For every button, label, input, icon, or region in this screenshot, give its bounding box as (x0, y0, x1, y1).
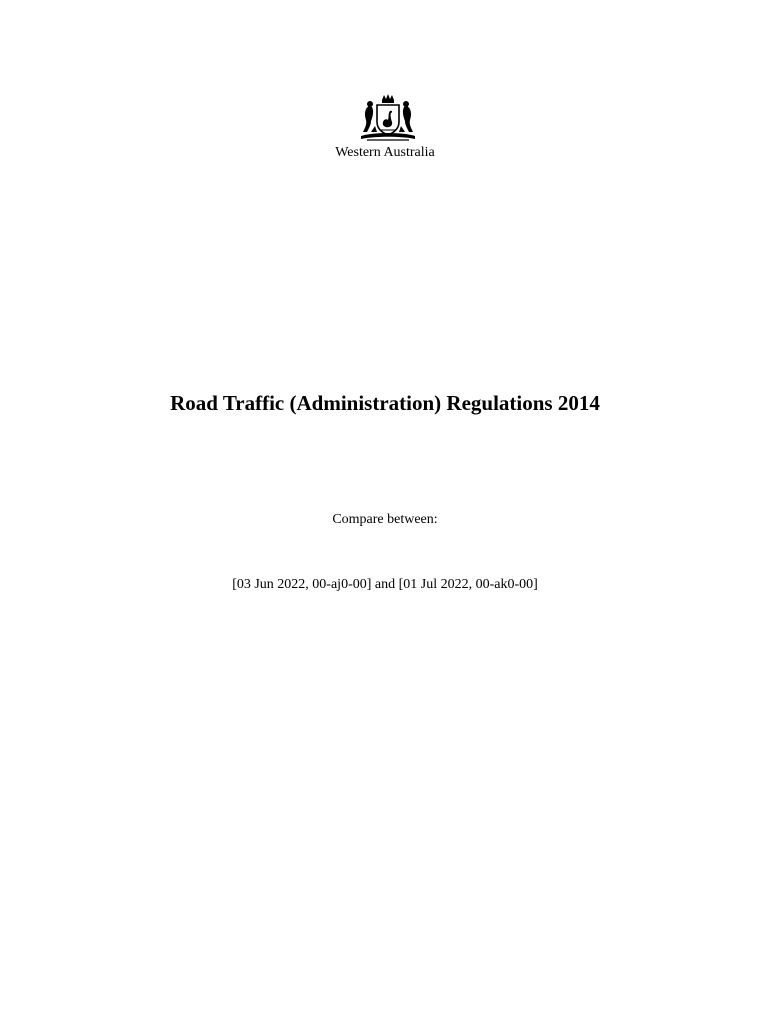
compare-label: Compare between: (332, 512, 438, 527)
compare-versions: [03 Jun 2022, 00-aj0-00] and [01 Jul 2022, 00-ak0-00] (232, 577, 538, 592)
coat-of-arms-icon (355, 92, 421, 144)
jurisdiction-label: Western Australia (335, 145, 435, 160)
document-title: Road Traffic (Administration) Regulations 2014 (170, 391, 600, 415)
